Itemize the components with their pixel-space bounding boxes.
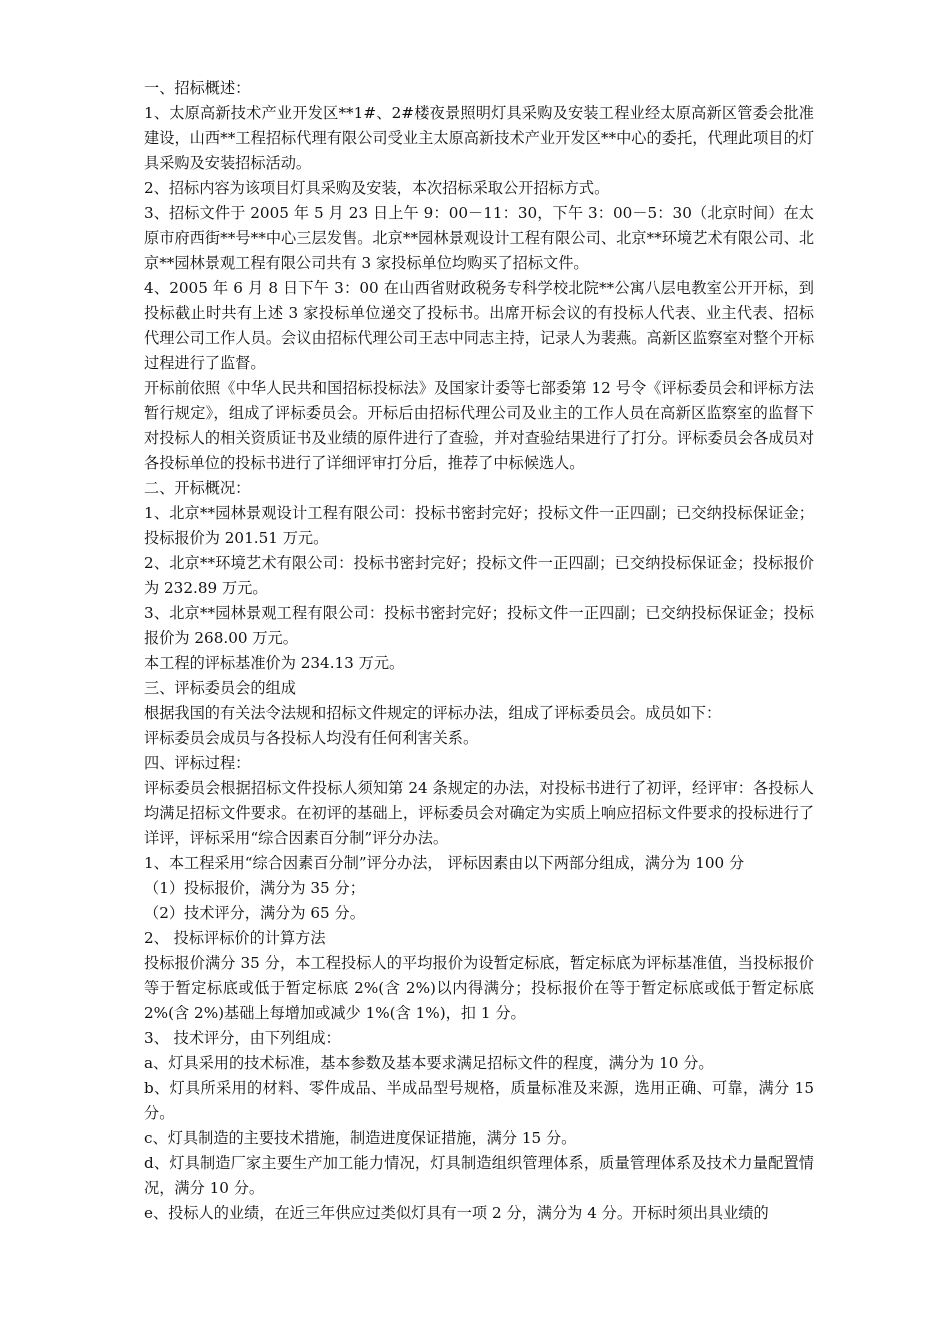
paragraph-price-calculation: 投标报价满分 35 分，本工程投标人的平均报价为设暂定标底，暂定标底为评标基准值，当投标报价等于暂定标底或低于暂定标底 2%(含 2%)以内得满分；投标报价在等于暂定标底或低于暂定标底 2%(含 2%)基础上每增加或减少 1%(含 1%)，扣 1 分。 [144, 954, 814, 1022]
paragraph-bidder-1: 1、北京**园林景观设计工程有限公司：投标书密封完好；投标文件一正四副；已交纳投标保证金；投标报价为 201.51 万元。 [144, 504, 814, 547]
list-item-e: e、投标人的业绩，在近三年供应过类似灯具有一项 2 分，满分为 4 分。开标时须出具业绩的 [144, 1204, 769, 1222]
heading-committee-composition: 三、评标委员会的组成 [144, 679, 296, 697]
paragraph-tender-documents-sale: 3、招标文件于 2005 年 5 月 23 日上午 9：00－11：30，下午 3：00－5：30（北京时间）在太原市府西街**号**中心三层发售。北京**园林景观设计工程有限公司、北京**环境艺术有限公司、北京**园林景观工程有限公司共有 3 家投标单位均购买了招标文件。 [144, 204, 814, 272]
paragraph-committee-members: 根据我国的有关法令法规和招标文件规定的评标办法，组成了评标委员会。成员如下： [144, 704, 722, 722]
paragraph-bidder-2: 2、北京**环境艺术有限公司：投标书密封完好；投标文件一正四副；已交纳投标保证金；投标报价为 232.89 万元。 [144, 554, 814, 597]
list-item-a: a、灯具采用的技术标准，基本参数及基本要求满足招标文件的程度，满分为 10 分。 [144, 1054, 714, 1072]
list-item-b: b、灯具所采用的材料、零件成品、半成品型号规格，质量标准及来源，选用正确、可靠，满分 15 分。 [144, 1079, 814, 1122]
heading-evaluation-process: 四、评标过程： [144, 754, 251, 772]
heading-opening-summary: 二、开标概况： [144, 479, 251, 497]
paragraph-project-approval: 1、太原高新技术产业开发区**1#、2#楼夜景照明灯具采购及安装工程业经太原高新区管委会批准建设，山西**工程招标代理有限公司受业主太原高新技术产业开发区**中心的委托，代理此项目的灯具采购及安装招标活动。 [144, 104, 814, 172]
paragraph-bidder-3: 3、北京**园林景观工程有限公司：投标书密封完好；投标文件一正四副；已交纳投标保证金；投标报价为 268.00 万元。 [144, 604, 814, 647]
list-item-d: d、灯具制造厂家主要生产加工能力情况，灯具制造组织管理体系，质量管理体系及技术力量配置情况，满分 10 分。 [144, 1154, 814, 1197]
paragraph-price-calculation-title: 2、 投标评标价的计算方法 [144, 929, 326, 947]
paragraph-evaluation-committee-formation: 开标前依照《中华人民共和国招标投标法》及国家计委等七部委第 12 号令《评标委员会和评标方法暂行规定》，组成了评标委员会。开标后由招标代理公司及业主的工作人员在高新区监察室的监督下对投标人的相关资质证书及业绩的原件进行了查验，并对查验结果进行了打分。评标委员会各成员对各投标单位的投标书进行了详细评审打分后，推荐了中标候选人。 [144, 379, 814, 472]
list-item-technical-score: （2）技术评分，满分为 65 分。 [144, 904, 365, 922]
heading-overview: 一、招标概述： [144, 79, 251, 97]
paragraph-scoring-system: 1、本工程采用“综合因素百分制”评分办法， 评标因素由以下两部分组成，满分为 100 分 [144, 854, 745, 872]
list-item-c: c、灯具制造的主要技术措施，制造进度保证措施，满分 15 分。 [144, 1129, 577, 1147]
paragraph-evaluation-method: 评标委员会根据招标文件投标人须知第 24 条规定的办法，对投标书进行了初评，经评审：各投标人均满足招标文件要求。在初评的基础上，评标委员会对确定为实质上响应招标文件要求的投标进行了详评，评标采用“综合因素百分制”评分办法。 [144, 779, 814, 847]
paragraph-technical-score-title: 3、 技术评分，由下列组成： [144, 1029, 341, 1047]
paragraph-tender-content: 2、招标内容为该项目灯具采购及安装，本次招标采取公开招标方式。 [144, 179, 610, 197]
paragraph-bid-opening: 4、2005 年 6 月 8 日下午 3：00 在山西省财政税务专科学校北院**公寓八层电教室公开开标，到投标截止时共有上述 3 家投标单位递交了投标书。出席开标会议的有投标人代表、业主代表、招标代理公司工作人员。会议由招标代理公司王志中同志主持，记录人为裴燕。高新区监察室对整个开标过程进行了监督。 [144, 279, 814, 372]
list-item-bid-price: （1）投标报价，满分为 35 分； [144, 879, 365, 897]
paragraph-base-price: 本工程的评标基准价为 234.13 万元。 [144, 654, 405, 672]
document-body [144, 76, 814, 1226]
paragraph-no-conflict: 评标委员会成员与各投标人均没有任何利害关系。 [144, 729, 479, 747]
